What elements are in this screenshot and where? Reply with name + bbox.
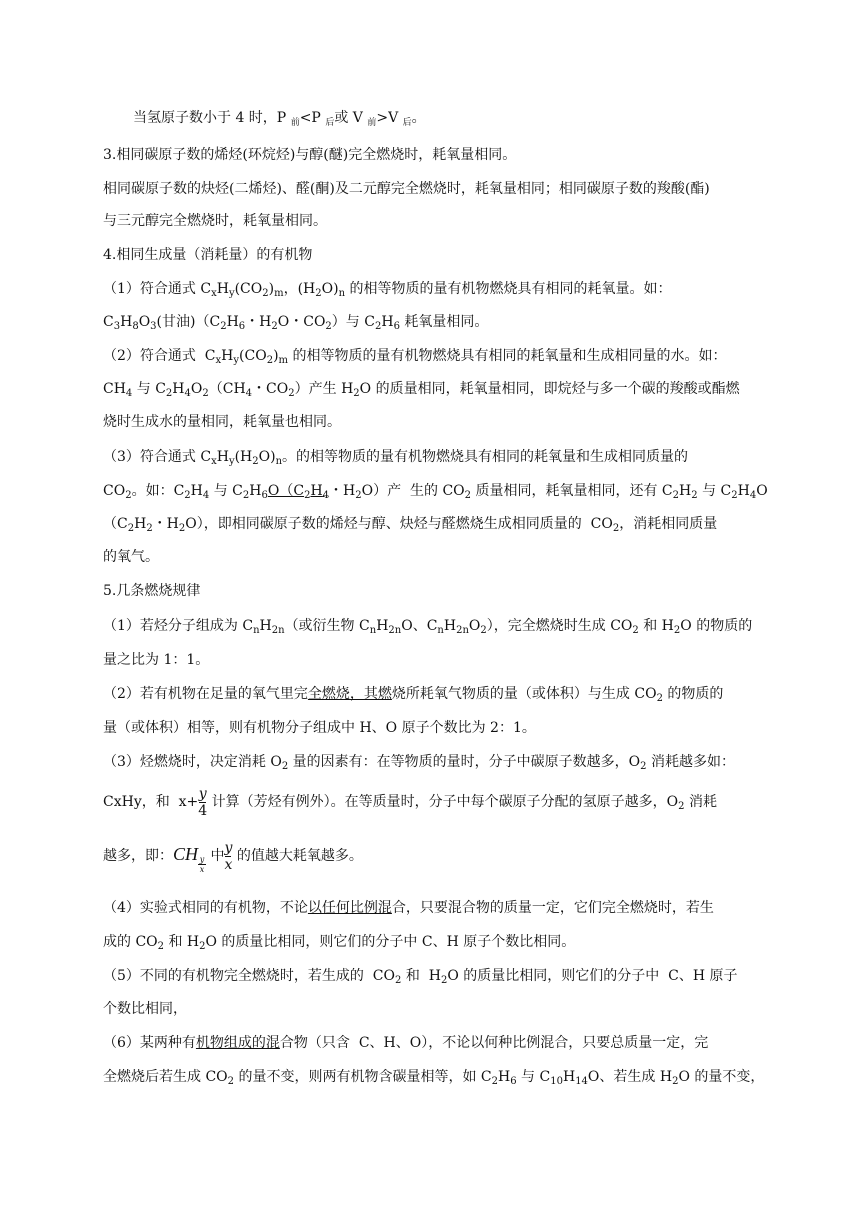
subscript: n xyxy=(437,625,444,636)
subscript: 2 xyxy=(281,761,289,772)
subscript: x xyxy=(211,456,217,467)
subscript: m xyxy=(278,355,289,366)
subscript: 6 xyxy=(261,490,268,501)
text: （3）烃燃烧时，决定消耗 O xyxy=(103,754,282,770)
paragraph-line: 量（或体积）相等，则有机物分子组成中 H、O 原子个数比为 2：1。 xyxy=(103,720,536,736)
subscript: y xyxy=(228,456,235,467)
subscript: 2 xyxy=(353,388,360,399)
subscript: 2 xyxy=(672,490,680,501)
text: 。的相等物质的量有机物燃烧具有相同的耗氧量和生成相同质量的 xyxy=(282,449,689,465)
text: 的量不变，则两有机物含碳量相等，如 C xyxy=(234,1069,492,1085)
fraction xyxy=(224,840,232,873)
text: H xyxy=(120,314,133,330)
subscript: 前 xyxy=(367,118,377,128)
denominator: x xyxy=(224,856,233,873)
text: 的相等物质的量有机物燃烧具有相同的耗氧量和生成相同量的水。如： xyxy=(288,348,727,364)
text: O 的质量相同，耗氧量相同，即烷烃与多一个碳的羧酸或酯燃 xyxy=(359,381,740,397)
text: O）产 生的 CO xyxy=(361,483,465,499)
underlined-text xyxy=(268,483,329,499)
paragraph-line: 与三元醇完全燃烧时，耗氧量相同。 xyxy=(103,213,327,229)
text: (CO xyxy=(239,348,267,364)
underlined-text: 机物组成的混 xyxy=(195,1035,280,1051)
subscript: 2n xyxy=(388,625,402,636)
text: H xyxy=(259,618,272,634)
text: 全燃烧后若生成 CO xyxy=(103,1069,228,1085)
paragraph-line xyxy=(103,752,763,772)
text: ，(H xyxy=(283,281,316,297)
fraction xyxy=(198,786,207,819)
subscript: 2 xyxy=(374,321,382,332)
text: CH xyxy=(103,381,126,397)
underlined-text: 全燃烧，其燃 xyxy=(307,686,392,702)
subscript: 2 xyxy=(262,288,269,299)
text: （1）符合通式 C xyxy=(103,281,212,297)
text: CxHy，和 x+ xyxy=(103,794,199,810)
text: 成的 CO xyxy=(103,934,158,950)
text-line xyxy=(133,108,793,128)
text: H xyxy=(498,1069,511,1085)
subscript: 2 xyxy=(315,288,322,299)
text: ・H xyxy=(245,314,272,330)
text: （C xyxy=(103,516,128,532)
text: 与 C xyxy=(697,483,732,499)
text: ・H xyxy=(152,516,179,532)
text: ) xyxy=(273,348,279,364)
subscript: 2 xyxy=(304,490,311,501)
subscript: 2 xyxy=(480,625,487,636)
text: H xyxy=(134,516,147,532)
text: 与 C xyxy=(132,381,166,397)
paragraph-line: 烧时生成水的量相同，耗氧量也相同。 xyxy=(103,414,341,430)
text: H xyxy=(443,618,457,634)
paragraph-line xyxy=(103,379,763,399)
text: ，消耗相同质量 xyxy=(619,516,718,532)
subscript: 4 xyxy=(184,388,191,399)
subscript: 2 xyxy=(355,490,362,501)
text: ) xyxy=(268,281,275,297)
text: H xyxy=(376,618,389,634)
subscript: 2 xyxy=(125,490,132,501)
text: O xyxy=(138,314,151,330)
subscript: 2 xyxy=(656,693,663,704)
subscript: 后 xyxy=(402,118,412,128)
subscript: 2 xyxy=(157,941,165,952)
text: 质量相同，耗氧量相同，还有 C xyxy=(471,483,673,499)
paragraph-line xyxy=(103,684,763,704)
paragraph-line xyxy=(103,312,763,332)
text: H xyxy=(310,483,323,499)
subscript: 4 xyxy=(245,388,253,399)
text: 与 C xyxy=(516,1069,551,1085)
text: H xyxy=(381,314,394,330)
text: CO xyxy=(103,483,126,499)
subscript: 2 xyxy=(220,321,227,332)
subscript: 2 xyxy=(127,523,135,534)
text: 。如：C xyxy=(131,483,185,499)
subscript: 2 xyxy=(199,941,206,952)
subscript: 2 xyxy=(325,321,332,332)
subscript: 2n xyxy=(456,625,469,636)
subscript: 2 xyxy=(673,625,681,636)
subscript: 4 xyxy=(125,388,133,399)
paragraph-line xyxy=(103,279,763,299)
text: （2）若有机物在足量的氧气里完 xyxy=(103,686,308,702)
text: H xyxy=(226,314,239,330)
subscript: 2 xyxy=(464,490,472,501)
text: ）产生 H xyxy=(294,381,354,397)
text: 中 xyxy=(206,848,225,864)
paragraph-line xyxy=(103,782,763,822)
text: ）与 C xyxy=(331,314,375,330)
text: 合物（只含 C、H、O），不论以何种比例混合，只要总质量一定，完 xyxy=(279,1035,709,1051)
text: O、C xyxy=(401,618,438,634)
subscript: 2 xyxy=(266,355,274,366)
text: C xyxy=(103,314,114,330)
subscript: 2 xyxy=(632,625,639,636)
text: O) xyxy=(258,449,276,465)
text: 烧所耗氧气物质的量（或体积）与生成 CO xyxy=(391,686,657,702)
subscript: 2 xyxy=(440,975,448,986)
text: 或 V xyxy=(334,110,368,126)
text: （1）若烃分子组成为 C xyxy=(103,618,254,634)
text: 越多，即： xyxy=(103,848,173,864)
paragraph-line xyxy=(103,481,768,501)
paragraph-line xyxy=(103,834,763,874)
text: O（C xyxy=(267,483,305,499)
subscript: n xyxy=(253,625,260,636)
paragraph-line: 相同碳原子数的炔烃(二烯烃)、醛(酮)及二元醇完全燃烧时，耗氧量相同；相同碳原子数的羧酸(酯) xyxy=(103,181,710,197)
subscript: 2 xyxy=(146,523,153,534)
subscript: 2 xyxy=(491,1076,499,1087)
subscript: 4 xyxy=(749,490,757,501)
subscript: 6 xyxy=(393,321,400,332)
text: 当氢原子数小于 4 时，P xyxy=(133,110,291,126)
text: O 的物质的 xyxy=(680,618,753,634)
subscript: 2 xyxy=(731,490,738,501)
subscript: 10 xyxy=(550,1076,563,1087)
denominator: 4 xyxy=(198,802,208,819)
subscript: 4 xyxy=(202,490,210,501)
text: （或衍生物 C xyxy=(284,618,370,634)
text: <P xyxy=(299,110,326,126)
formula-ch: CH xyxy=(173,844,199,864)
text: H xyxy=(172,381,185,397)
subscript: 2 xyxy=(227,1076,235,1087)
paragraph-line: 的氧气。 xyxy=(103,549,159,565)
subscript: 6 xyxy=(238,321,246,332)
text: ），完全燃烧时生成 CO xyxy=(486,618,633,634)
subscript: y xyxy=(228,288,235,299)
text: H xyxy=(562,1069,576,1085)
text: （2）符合通式 C xyxy=(103,348,216,364)
text: 耗氧量相同。 xyxy=(399,314,489,330)
paragraph-line: 个数比相同， xyxy=(103,1001,187,1017)
denominator: x xyxy=(199,865,205,874)
subscript: 2 xyxy=(678,801,685,812)
paragraph-line xyxy=(103,1033,763,1053)
text: 的值越大耗氧越多。 xyxy=(232,848,363,864)
text: O），即相同碳原子数的烯烃与醇、炔烃与醛燃烧生成相同质量的 CO xyxy=(185,516,613,532)
subscript-fraction xyxy=(198,855,206,874)
text: 和 H xyxy=(401,968,441,984)
subscript: 6 xyxy=(510,1076,517,1087)
subscript: 4 xyxy=(322,490,330,501)
text: O xyxy=(190,381,203,397)
section-heading: 5.几条燃烧规律 xyxy=(103,583,201,599)
numerator: y xyxy=(224,839,233,856)
text: 计算（芳烃有例外）。在等质量时，分子中每个碳原子分配的氢原子越多，O xyxy=(207,794,679,810)
subscript: 2 xyxy=(612,523,620,534)
underlined-text: 以任何比例混 xyxy=(307,900,392,916)
subscript: n xyxy=(369,625,377,636)
section-heading: 4.相同生成量（消耗量）的有机物 xyxy=(103,247,313,263)
text: O xyxy=(468,618,481,634)
text: H xyxy=(221,348,234,364)
subscript: n xyxy=(338,288,346,299)
subscript: n xyxy=(275,456,283,467)
section-heading: 3.相同碳原子数的烯烃(环烷烃)与醇(醚)完全燃烧时，耗氧量相同。 xyxy=(103,147,517,163)
subscript: y xyxy=(233,355,240,366)
text: （5）不同的有机物完全燃烧时，若生成的 CO xyxy=(103,968,395,984)
paragraph-line xyxy=(103,346,763,366)
text: (CO xyxy=(234,281,263,297)
text: （6）某两种有 xyxy=(103,1035,196,1051)
subscript: 2 xyxy=(271,321,278,332)
subscript: 2 xyxy=(395,975,402,986)
text: O 的质量比相同，则它们的分子中 C、H 原子个数比相同。 xyxy=(205,934,576,950)
text: (H xyxy=(234,449,253,465)
paragraph-line xyxy=(103,447,763,467)
paragraph-line xyxy=(103,514,763,534)
text: ・H xyxy=(329,483,356,499)
subscript: 2n xyxy=(271,625,285,636)
text: （CH xyxy=(208,381,246,397)
text: H xyxy=(216,281,229,297)
text: O、若生成 H xyxy=(587,1069,673,1085)
subscript: 14 xyxy=(575,1076,588,1087)
subscript: 8 xyxy=(132,321,139,332)
subscript: 2 xyxy=(242,490,250,501)
subscript: 2 xyxy=(252,456,259,467)
text: H xyxy=(249,483,262,499)
subscript: 2 xyxy=(672,1076,679,1087)
subscript: m xyxy=(274,288,284,299)
text: >V xyxy=(376,110,403,126)
subscript: 2 xyxy=(288,388,295,399)
text: O) xyxy=(321,281,339,297)
text: H xyxy=(190,483,203,499)
text: 的物质的 xyxy=(662,686,724,702)
subscript: 2 xyxy=(640,761,647,772)
text: 和 H xyxy=(164,934,200,950)
text: ・CO xyxy=(252,381,289,397)
subscript: 2 xyxy=(165,388,173,399)
text: 量的因素有：在等物质的量时，分子中碳原子数越多，O xyxy=(288,754,641,770)
subscript: 3 xyxy=(113,321,121,332)
text: O 的量不变， xyxy=(678,1069,765,1085)
subscript: 2 xyxy=(184,490,191,501)
subscript: 2 xyxy=(202,388,209,399)
subscript: 2 xyxy=(178,523,186,534)
text: 的相等物质的量有机物燃烧具有相同的耗氧量。如： xyxy=(345,281,672,297)
paragraph-line xyxy=(103,966,763,986)
text: H xyxy=(737,483,750,499)
text: （4）实验式相同的有机物，不论 xyxy=(103,900,308,916)
paragraph-line xyxy=(103,932,763,952)
text: 消耗越多如： xyxy=(646,754,735,770)
text: O 的质量比相同，则它们的分子中 C、H 原子 xyxy=(447,968,738,984)
paragraph-line xyxy=(103,1067,763,1087)
subscript: x xyxy=(215,355,222,366)
text: 与 C xyxy=(209,483,243,499)
paragraph-line: 量之比为 1：1。 xyxy=(103,652,210,668)
subscript: 2 xyxy=(691,490,698,501)
paragraph-line xyxy=(103,898,763,918)
text: 消耗 xyxy=(684,794,717,810)
numerator: y xyxy=(199,855,205,864)
subscript: 3 xyxy=(150,321,157,332)
text: 合，只要混合物的质量一定，它们完全燃烧时，若生 xyxy=(391,900,714,916)
text: H xyxy=(679,483,692,499)
text: O・CO xyxy=(277,314,326,330)
text: （3）符合通式 C xyxy=(103,449,212,465)
text: 和 H xyxy=(638,618,674,634)
text: 。 xyxy=(411,110,426,126)
numerator: y xyxy=(198,785,207,802)
subscript: x xyxy=(211,288,217,299)
subscript: 后 xyxy=(325,118,335,128)
subscript: 前 xyxy=(290,118,300,128)
text: H xyxy=(216,449,229,465)
paragraph-line xyxy=(103,616,763,636)
text: (甘油)（C xyxy=(156,314,221,330)
text: O xyxy=(756,483,768,499)
